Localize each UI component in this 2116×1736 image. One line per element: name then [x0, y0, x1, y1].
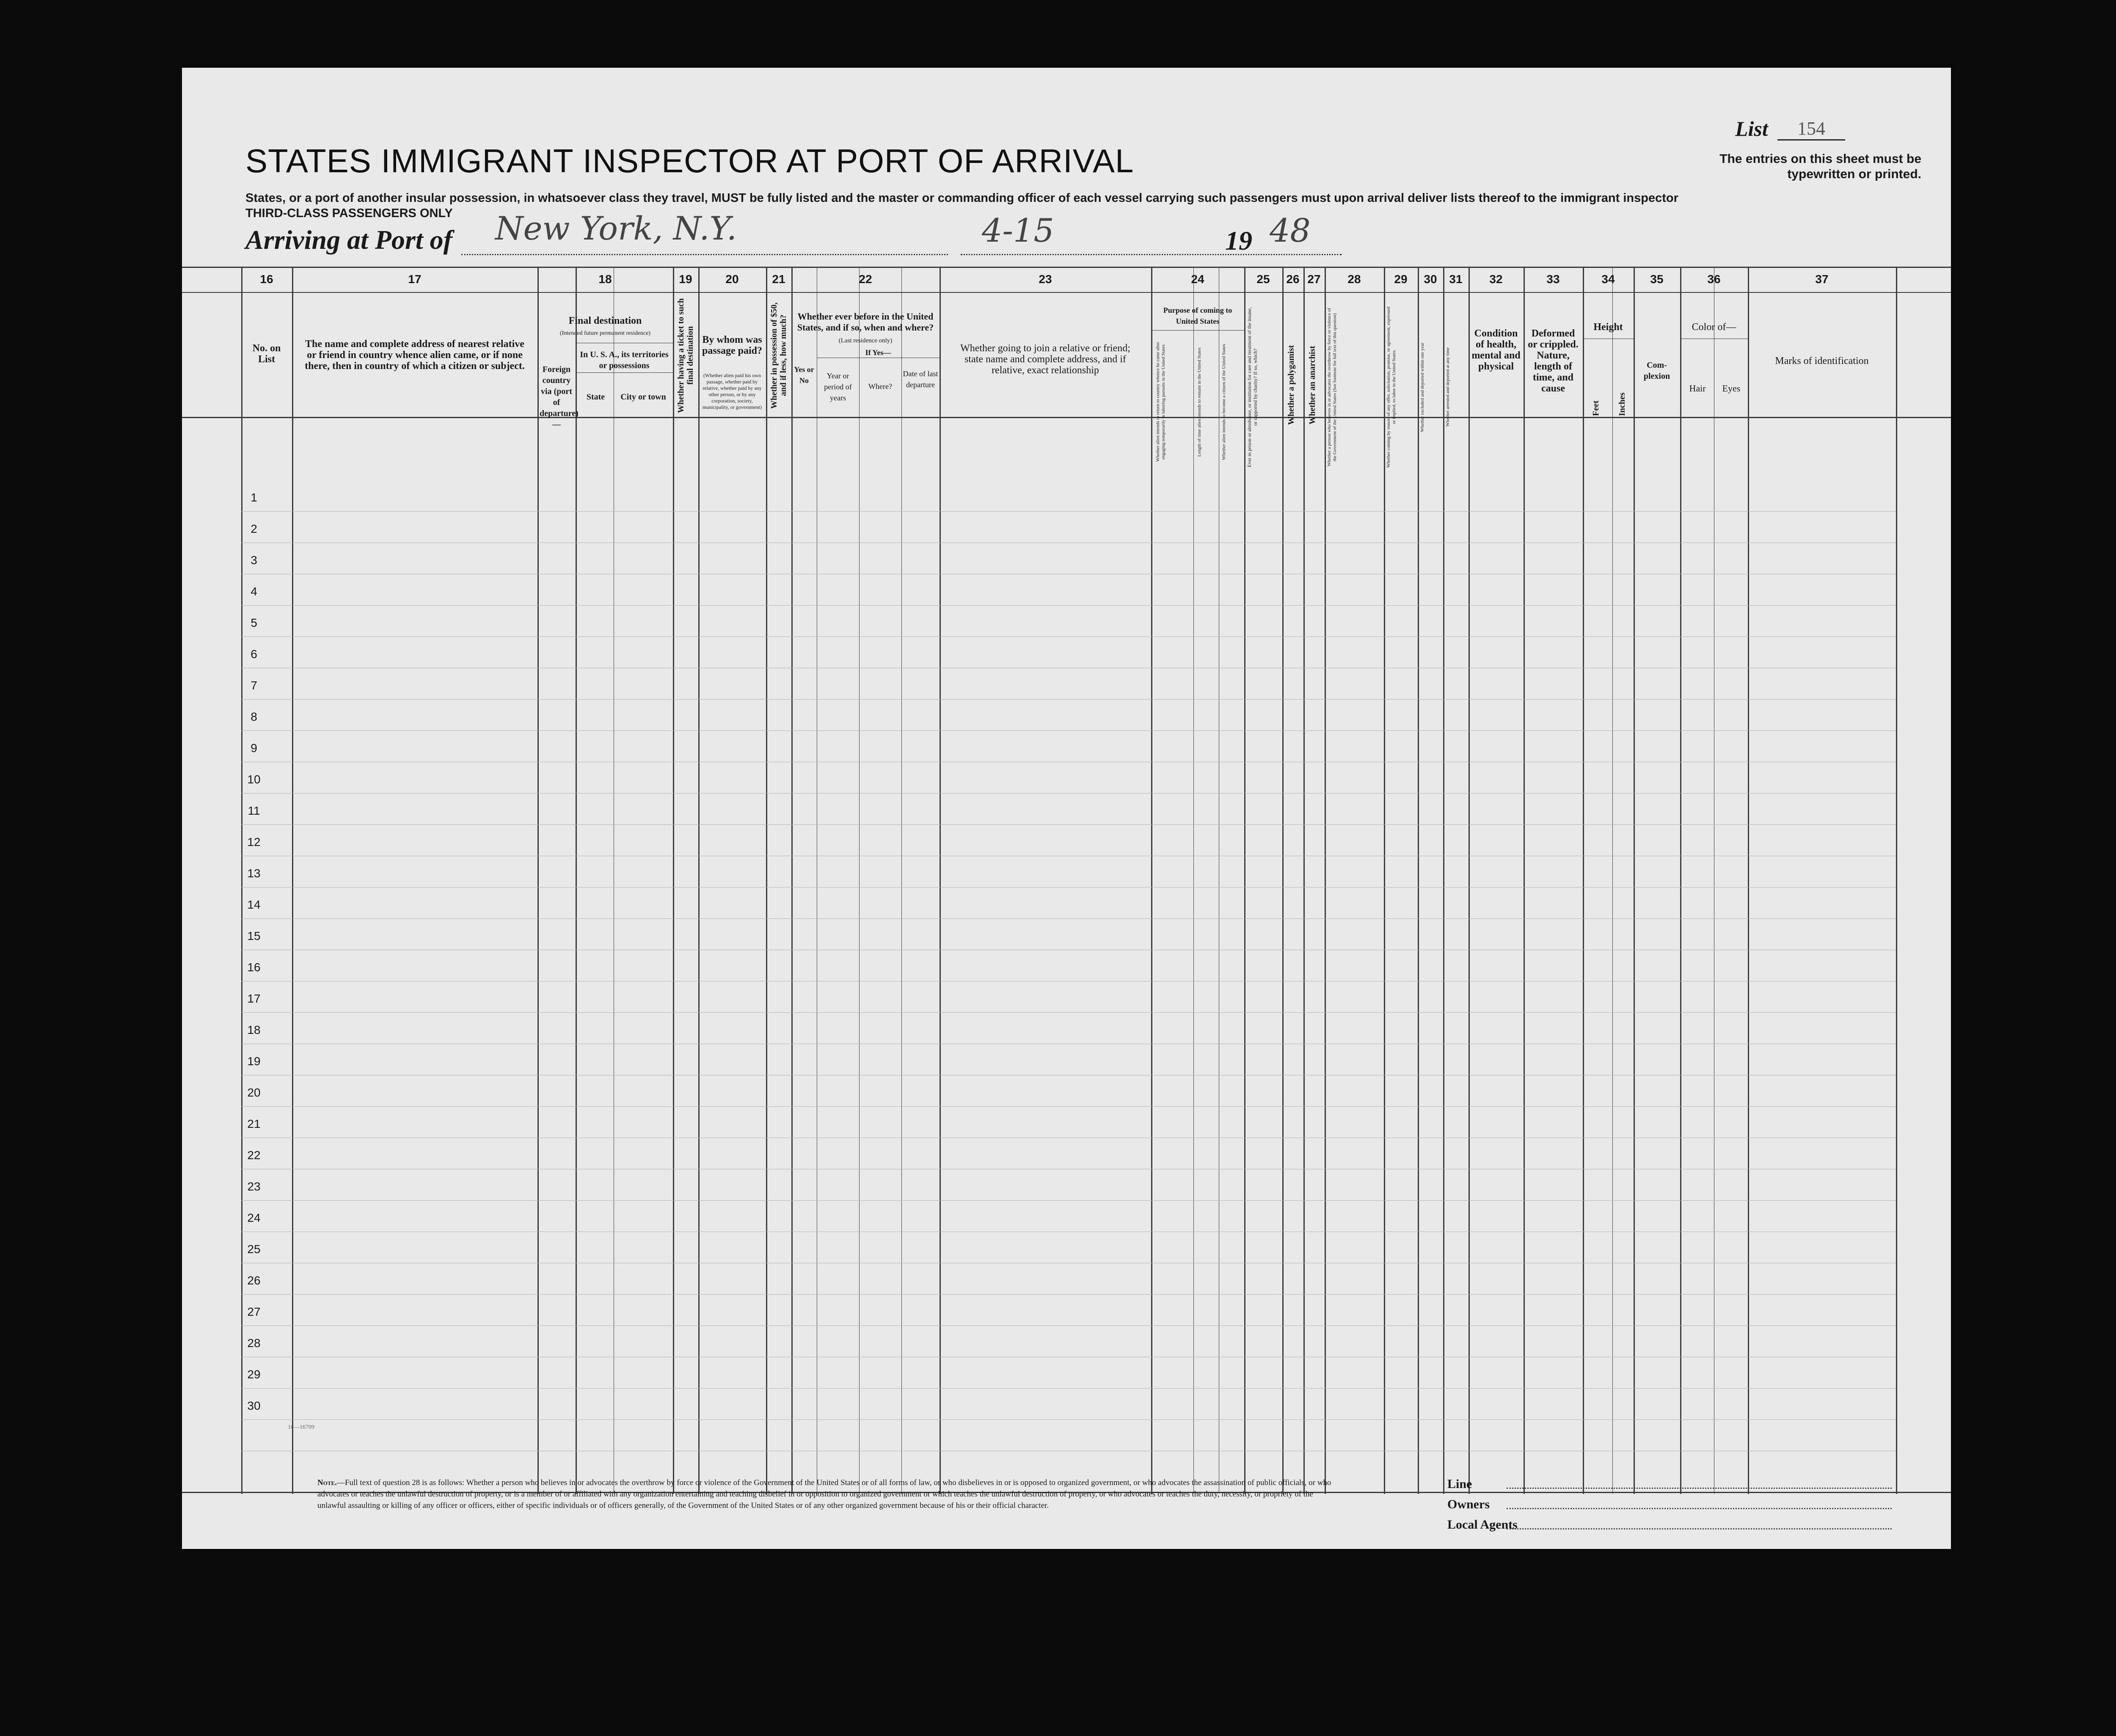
row-number: 7: [251, 679, 257, 692]
column-number: 29: [1394, 273, 1408, 286]
heading-height: Height: [1593, 322, 1623, 333]
port-line: [461, 254, 948, 255]
heading-q30: Whether excluded and deported within one year: [1420, 342, 1425, 432]
heading-ticket: Whether having a ticket to such final destination: [676, 298, 695, 413]
instructions: States, or a port of another insular possession, in whatsoever class they travel, MUST be fully listed and the master or commanding officer of each vessel carrying such passengers must upon arrival deliver lists thereof to the immigrant inspector THIRD-CLASS PASSENGERS ONLY: [245, 191, 1678, 220]
row-number: 8: [251, 710, 257, 723]
owners-label: Owners: [1447, 1497, 1490, 1511]
row-number: 28: [247, 1336, 261, 1350]
column-number: 36: [1707, 273, 1721, 286]
column-number: 24: [1191, 273, 1204, 286]
row-number: 10: [247, 773, 261, 786]
row-number: 22: [247, 1149, 261, 1162]
row-number: 24: [247, 1211, 261, 1224]
row-number: 17: [247, 992, 261, 1005]
heading-no-on-list: No. on List: [252, 343, 281, 365]
row-number: 5: [251, 616, 257, 629]
row-number: 4: [251, 585, 257, 598]
owners-field[interactable]: [1507, 1508, 1892, 1509]
row-number: 30: [247, 1399, 261, 1412]
column-number: 35: [1650, 273, 1664, 286]
row-number: 6: [251, 648, 257, 661]
heading-possession-50: Whether in possession of $50, and if less, how much?: [769, 302, 788, 409]
footnote: Note.—Full text of question 28 is as follows: Whether a person who believes in or advocates the overthrow by force or violence of the Government of the United States or of all forms of law, or who disbelieves in or is opposed to organized government, or who advocates the assassination of public officials, or who advocates or teaches the unlawful destruction of property, or is a member of or affiliated with any organization entertaining and teaching disbelief in or opposition to organized government or which teaches the unlawful destruction of property, or who advocates or teaches the duty, necessity, or propriety of the unlawful assaulting or killing of any officer or officers, either of specific individuals or of officers generally, of the Government of the United States or of any other organized government because of his or their official character.: [317, 1478, 1331, 1510]
heading-feet: Feet: [1591, 400, 1601, 416]
arriving-label: Arriving at Port of: [245, 225, 452, 255]
column-number: 34: [1601, 273, 1615, 286]
row-number: 25: [247, 1243, 261, 1256]
heading-date-departure: Date of last departure: [903, 369, 938, 389]
column-number: 20: [725, 273, 739, 286]
heading-join-relative: Whether going to join a relative or friend; state name and complete address, and if relative, exact relationship: [960, 343, 1130, 376]
row-number: 27: [247, 1305, 261, 1318]
heading-eyes: Eyes: [1722, 383, 1741, 394]
heading-hair: Hair: [1689, 383, 1706, 394]
list-label: List: [1735, 117, 1768, 141]
row-number: 19: [247, 1055, 261, 1068]
column-number: 18: [598, 273, 612, 286]
heading-where: Where?: [868, 382, 892, 391]
heading-year-period: Year or period of years: [824, 372, 852, 402]
heading-condition: Condition of health, mental and physical: [1471, 328, 1521, 372]
heading-purpose-return: Whether alien intends to return to country whence he came after engaging temporarily in laboring pursuits in the United States: [1155, 342, 1166, 462]
heading-complexion: Com-plexion: [1643, 361, 1670, 381]
heading-in-usa: In U. S. A., its territories or possessions: [580, 350, 669, 370]
column-number: 22: [859, 273, 872, 286]
heading-prison: Ever in prison or almshouse, or institution for care and treatment of the insane, or supported by charity? If so, which?: [1246, 307, 1258, 468]
heading-if-yes: If Yes—: [865, 348, 891, 357]
column-number: 28: [1347, 273, 1361, 286]
heading-ever-before: Whether ever before in the United States, and if so, when and where?: [797, 311, 934, 333]
heading-final-destination-sub: (Intended future permanent residence): [559, 330, 651, 336]
row-number: 9: [251, 741, 257, 755]
heading-anarchist: Whether an anarchist: [1308, 346, 1317, 424]
row-number: 20: [247, 1086, 261, 1099]
heading-nearest-relative: The name and complete address of nearest relative or friend in country whence alien came, or if none there, then in country of which a citizen or subject.: [305, 339, 525, 372]
column-number: 23: [1039, 273, 1052, 286]
column-number: 27: [1307, 273, 1321, 286]
manifest-grid: [182, 267, 1951, 1494]
list-number: 154: [1777, 118, 1845, 141]
column-number: 21: [772, 273, 785, 286]
row-number: 18: [247, 1023, 261, 1036]
row-number: 14: [247, 898, 261, 911]
row-number: 1: [251, 491, 257, 504]
heading-yes-or-no: Yes or No: [794, 365, 814, 385]
page-title: STATES IMMIGRANT INSPECTOR AT PORT OF ARRIVAL: [245, 142, 1134, 179]
heading-deformed: Deformed or crippled. Nature, length of time, and cause: [1528, 328, 1579, 394]
column-number: 19: [679, 273, 692, 286]
heading-color-of: Color of—: [1692, 322, 1736, 333]
date-line: [961, 254, 1342, 255]
year-prefix: 19: [1225, 226, 1252, 256]
year-handwritten: 48: [1270, 212, 1311, 249]
heading-foreign-country: Foreign country via (port of departure)—: [540, 365, 579, 429]
heading-purpose: Purpose of coming to United States: [1163, 306, 1232, 325]
column-number: 26: [1286, 273, 1300, 286]
row-number: 11: [248, 804, 260, 817]
row-number: 3: [251, 554, 257, 567]
heading-city-or-town: City or town: [620, 392, 666, 402]
row-number: 15: [247, 929, 261, 942]
agents-field[interactable]: [1507, 1528, 1892, 1529]
column-number: 25: [1256, 273, 1270, 286]
heading-passage-paid-sub: (Whether alien paid his own passage, whether paid by relative, whether paid by any other person, or by any corporation, society, municipality, or government): [702, 372, 762, 410]
line-field[interactable]: [1507, 1488, 1892, 1489]
row-number: 2: [251, 522, 257, 535]
column-number: 16: [260, 273, 273, 286]
heading-marks: Marks of identification: [1775, 355, 1869, 366]
column-number: 31: [1449, 273, 1463, 286]
agents-label: Local Agents: [1447, 1518, 1518, 1532]
heading-inches: Inches: [1617, 392, 1627, 416]
manifest-sheet: [182, 68, 1951, 1549]
heading-q31: Whether arrested and deported at any time: [1445, 347, 1450, 427]
heading-polygamist: Whether a polygamist: [1287, 345, 1296, 425]
row-number: 13: [247, 867, 261, 880]
column-number: 33: [1546, 273, 1560, 286]
row-number: 21: [247, 1117, 261, 1130]
column-number: 37: [1815, 273, 1829, 286]
heading-passage-paid: By whom was passage paid?: [702, 334, 763, 356]
port-handwritten: New York, N.Y.: [495, 209, 737, 247]
heading-q28: Whether a person who believes in or advocates the overthrow by force or violence of the Government of the United States (See footnote for full text of this question): [1327, 308, 1337, 467]
row-number: 16: [247, 961, 261, 974]
row-number: 29: [247, 1368, 261, 1381]
form-code: 16—16709: [288, 1424, 314, 1430]
column-number: 30: [1424, 273, 1437, 286]
column-number: 32: [1489, 273, 1503, 286]
line-label: Line: [1447, 1477, 1472, 1491]
heading-purpose-length: Length of time alien intends to remain in the United States: [1197, 347, 1202, 457]
entries-note: The entries on this sheet must be typewritten or printed.: [1719, 152, 1921, 181]
row-number: 26: [247, 1274, 261, 1287]
heading-q29: Whether coming by reason of any offer, solicitation, promise, or agreement, expressed or implied, to labor in the United States: [1386, 306, 1397, 468]
row-number: 23: [247, 1180, 261, 1193]
row-number: 12: [247, 835, 261, 849]
date-handwritten: 4-15: [982, 212, 1054, 249]
heading-state: State: [586, 392, 605, 402]
heading-last-residence: (Last residence only): [838, 337, 893, 344]
heading-final-destination: Final destination: [568, 315, 642, 326]
heading-purpose-citizen: Whether alien intends to become a citizen of the United States: [1221, 344, 1226, 460]
column-number: 17: [408, 273, 422, 286]
